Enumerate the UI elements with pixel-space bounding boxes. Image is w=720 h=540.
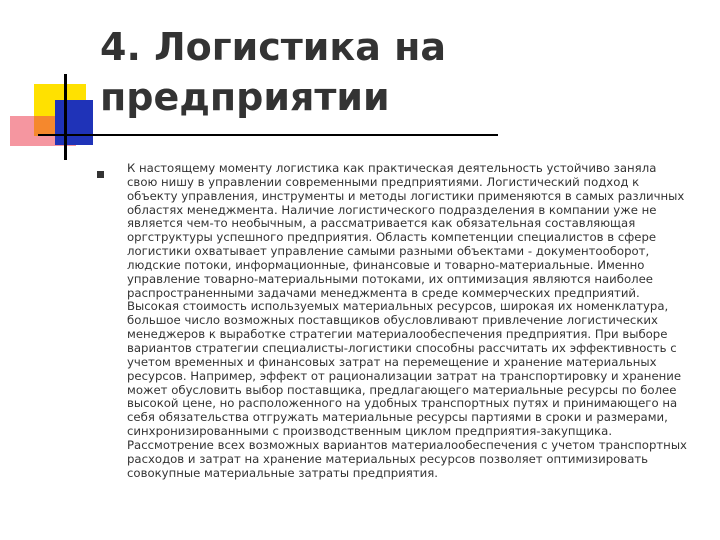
slide-title: 4. Логистика на предприятии bbox=[100, 25, 446, 119]
bullet-square-icon bbox=[97, 171, 104, 178]
title-underline-rule bbox=[38, 134, 498, 136]
slide-body-text: К настоящему моменту логистика как практическая деятельность устойчиво заняла свою нишу в управлении современными предприятиями. Логистический подход к объекту управления, инструменты и методы логистики применяются в самых различных областях менеджмента. Наличие логистического подразделения в компании уже не является чем-то необычным, а рассматривается как обязательная составляющая оргструктуры успешного предприятия. Область компетенции специалистов в сфере логистики охватывает управление самыми разными объектами - документооборот, людские потоки, информационные, финансовые и товарно-материальные. Именно управление товарно-материальными потоками, их оптимизация являются наиболее распространенными задачами менеджмента в среде коммерческих предприятий. Высокая стоимость используемых материальных ресурсов, широкая их номенклатура, большое число возможных поставщиков обусловливают привлечение логистических менеджеров к выработке стратегии материалообеспечения предприятия. При выборе вариантов стратегии специалисты-логистики способны рассчитать их эффективность с учетом временных и финансовых затрат на перемещение и хранение материальных ресурсов. Например, эффект от рационализации затрат на транспортировку и хранение может обусловить выбор поставщика, предлагающего материальные ресурсы по более высокой цене, но расположенного на удобных транспортных путях и принимающего на себя обязательства отгружать материальные ресурсы партиями в сроки и размерами, синхронизированными с производственным циклом предприятия-закупщика. Рассмотрение всех возможных вариантов материалообеспечения с учетом транспортных расходов и затрат на хранение материальных ресурсов позволяет оптимизировать совокупные материальные затраты предприятия. bbox=[127, 161, 687, 480]
decorative-vertical-rule bbox=[64, 74, 67, 160]
decorative-blue-square bbox=[55, 100, 93, 145]
